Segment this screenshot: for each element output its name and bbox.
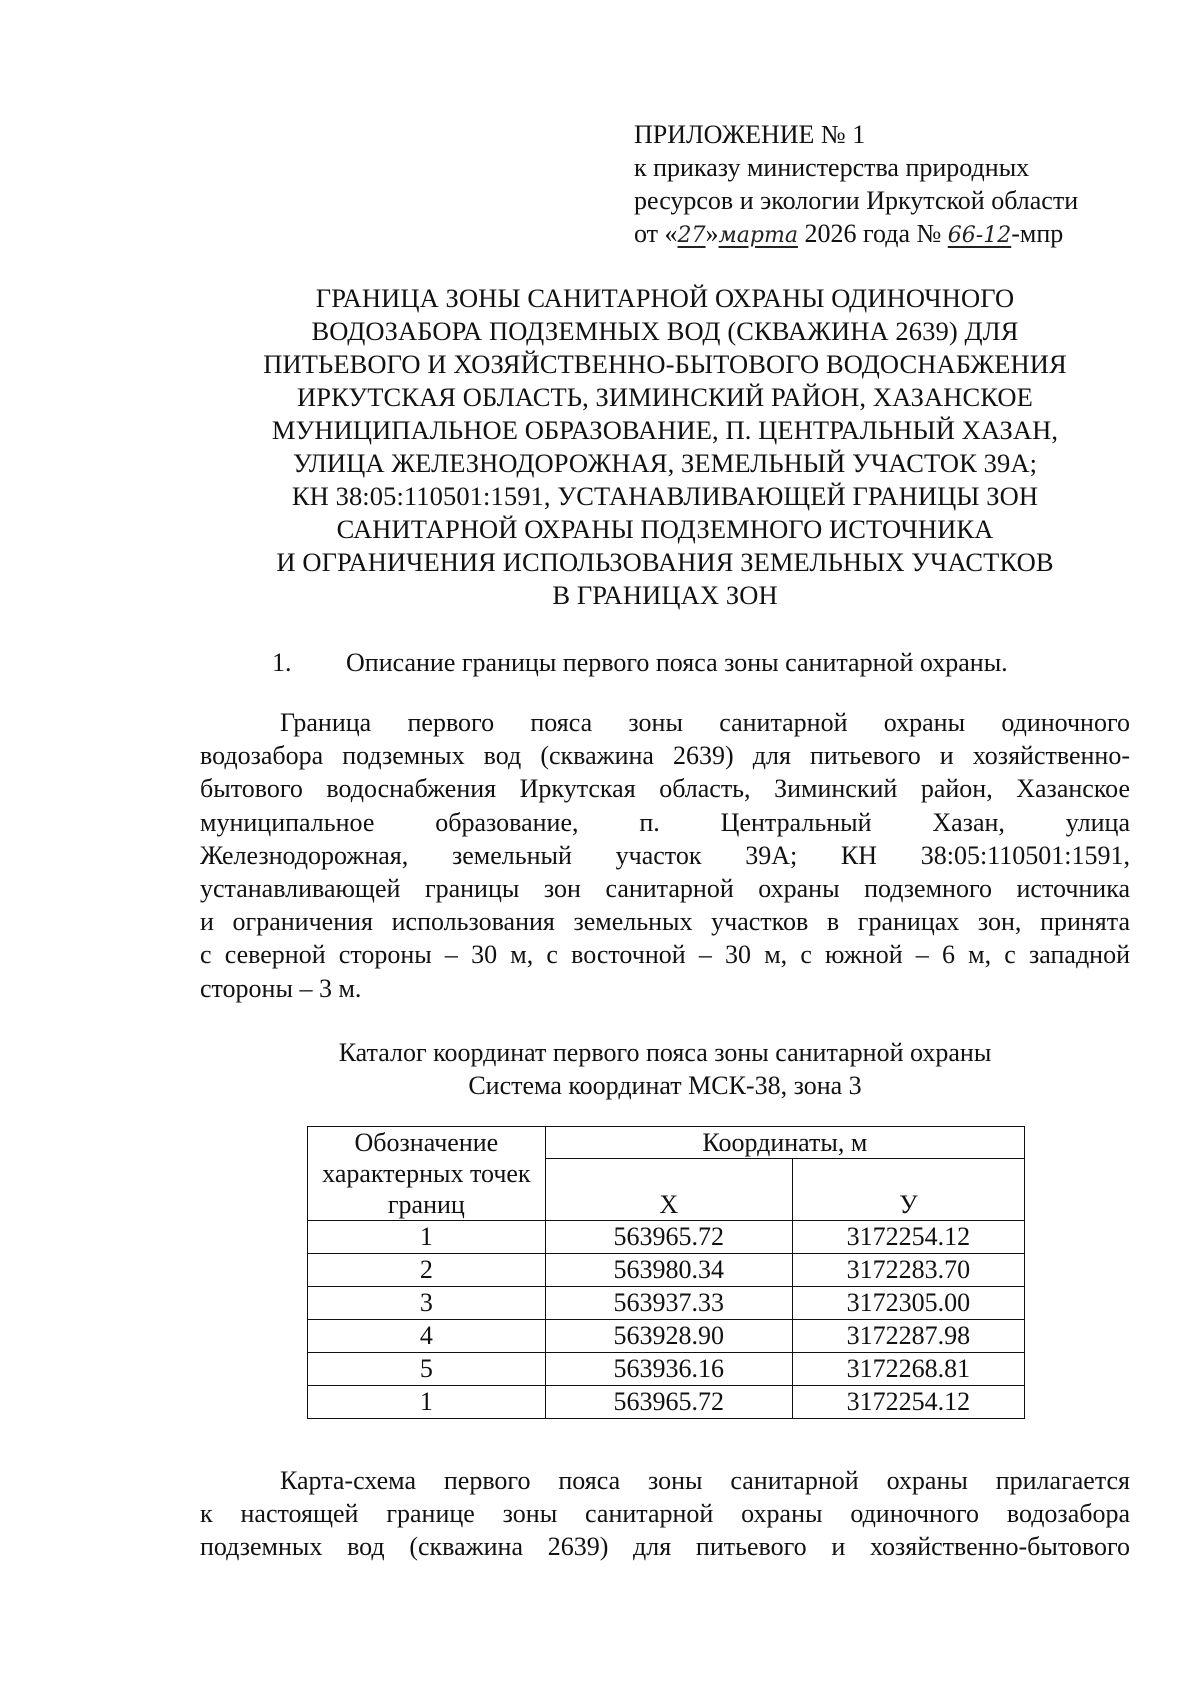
appendix-number: ПРИЛОЖЕНИЕ № 1	[634, 120, 866, 149]
paragraph-line: водозабора подземных вод (скважина 2639) для питьевого и хозяйственно-	[200, 741, 1130, 771]
cell-y: 3172254.12	[792, 1386, 1024, 1419]
title-line: И ОГРАНИЧЕНИЯ ИСПОЛЬЗОВАНИЯ ЗЕМЕЛЬНЫХ УЧАСТКОВ	[276, 547, 1054, 577]
title-line: МУНИЦИПАЛЬНОЕ ОБРАЗОВАНИЕ, П. ЦЕНТРАЛЬНЫЙ ХАЗАН,	[271, 415, 1059, 445]
paragraph-line: Железнодорожная, земельный участок 39А; КН 38:05:110501:1591,	[200, 840, 1130, 870]
date-prefix: от «	[634, 219, 678, 248]
paragraph-line: бытового водоснабжения Иркутская область, Зиминский район, Хазанское	[200, 774, 1130, 804]
appendix-date-line	[634, 217, 1154, 252]
title-line: ГРАНИЦА ЗОНЫ САНИТАРНОЙ ОХРАНЫ ОДИНОЧНОГО	[315, 283, 1015, 313]
cell-point: 1	[308, 1221, 546, 1254]
cell-y: 3172305.00	[792, 1287, 1024, 1320]
table-row	[308, 1254, 1025, 1287]
table-row	[308, 1221, 1025, 1254]
cell-x: 563937.33	[545, 1287, 792, 1320]
cell-x: 563965.72	[545, 1221, 792, 1254]
cell-y: 3172254.12	[792, 1221, 1024, 1254]
paragraph-line: с северной стороны – 30 м, с восточной – 30 м, с южной – 6 м, с западной	[200, 940, 1130, 970]
title-line: ИРКУТСКАЯ ОБЛАСТЬ, ЗИМИНСКИЙ РАЙОН, ХАЗАНСКОЕ	[297, 382, 1033, 412]
appendix-ministry: ресурсов и экологии Иркутской области	[634, 186, 1079, 215]
handwritten-month: марта	[718, 223, 798, 248]
table-row	[308, 1320, 1025, 1353]
paragraph-line: муниципальное образование, п. Центральный Хазан, улица	[200, 807, 1130, 837]
table-row	[308, 1386, 1025, 1419]
title-line: УЛИЦА ЖЕЛЕЗНОДОРОЖНАЯ, ЗЕМЕЛЬНЫЙ УЧАСТОК 39А;	[292, 448, 1038, 478]
cell-x: 563980.34	[545, 1254, 792, 1287]
section-1-heading	[272, 646, 1008, 680]
cell-point: 1	[308, 1386, 546, 1419]
cell-y: 3172287.98	[792, 1320, 1024, 1353]
title-line: ВОДОЗАБОРА ПОДЗЕМНЫХ ВОД (СКВАЖИНА 2639) ДЛЯ	[311, 316, 1019, 346]
paragraph-line: стороны – 3 м.	[200, 973, 362, 1003]
table-row	[308, 1353, 1025, 1386]
cell-x: 563936.16	[545, 1353, 792, 1386]
cell-x: 563965.72	[545, 1386, 792, 1419]
title-line: ПИТЬЕВОГО И ХОЗЯЙСТВЕННО-БЫТОВОГО ВОДОСНАБЖЕНИЯ	[263, 349, 1067, 379]
paragraph-line: Карта-схема первого пояса зоны санитарной охраны прилагается	[280, 1466, 1130, 1495]
cell-point: 3	[308, 1287, 546, 1320]
paragraph-map-scheme	[200, 1464, 1130, 1564]
document-title	[200, 282, 1130, 612]
coordinate-catalog-caption	[200, 1036, 1130, 1102]
date-day-close: »	[705, 219, 719, 248]
date-year: 2026 года №	[797, 219, 948, 248]
coordinates-table	[307, 1126, 1025, 1419]
cell-point: 4	[308, 1320, 546, 1353]
paragraph-boundary-description	[200, 706, 1130, 1005]
coordinate-system: Система координат МСК-38, зона 3	[468, 1071, 862, 1100]
section-number: 1.	[272, 648, 292, 677]
title-line: САНИТАРНОЙ ОХРАНЫ ПОДЗЕМНОГО ИСТОЧНИКА	[336, 514, 994, 544]
title-line: КН 38:05:110501:1591, УСТАНАВЛИВАЮЩЕЙ ГРАНИЦЫ ЗОН	[291, 481, 1039, 511]
paragraph-line: подземных вод (скважина 2639) для питьевого и хозяйственно-бытового	[200, 1532, 1130, 1562]
handwritten-day: 27	[677, 223, 706, 248]
cell-x: 563928.90	[545, 1320, 792, 1353]
header-coordinates: Координаты, м	[545, 1127, 1024, 1159]
table-header-row	[308, 1127, 1025, 1159]
table-row	[308, 1287, 1025, 1320]
paragraph-line: к настоящей границе зоны санитарной охраны одиночного водозабора	[200, 1499, 1130, 1529]
header-point-designation: Обозначение характерных точек границ	[308, 1127, 546, 1221]
header-x: X	[545, 1159, 792, 1221]
cell-point: 5	[308, 1353, 546, 1386]
paragraph-line: и ограничения использования земельных участков в границах зон, принята	[200, 907, 1130, 937]
paragraph-line: Граница первого пояса зоны санитарной охраны одиночного	[280, 708, 1130, 737]
appendix-header	[634, 118, 1154, 252]
title-line: В ГРАНИЦАХ ЗОН	[552, 580, 778, 610]
appendix-order-ref: к приказу министерства природных	[634, 153, 1030, 182]
section-title: Описание границы первого пояса зоны санитарной охраны.	[346, 648, 1008, 677]
cell-y: 3172268.81	[792, 1353, 1024, 1386]
header-y: У	[792, 1159, 1024, 1221]
paragraph-line: устанавливающей границы зон санитарной охраны подземного источника	[200, 874, 1130, 904]
catalog-title: Каталог координат первого пояса зоны санитарной охраны	[338, 1038, 992, 1067]
order-suffix: -мпр	[1011, 219, 1064, 248]
cell-y: 3172283.70	[792, 1254, 1024, 1287]
handwritten-order-number: 66-12	[947, 223, 1012, 248]
cell-point: 2	[308, 1254, 546, 1287]
